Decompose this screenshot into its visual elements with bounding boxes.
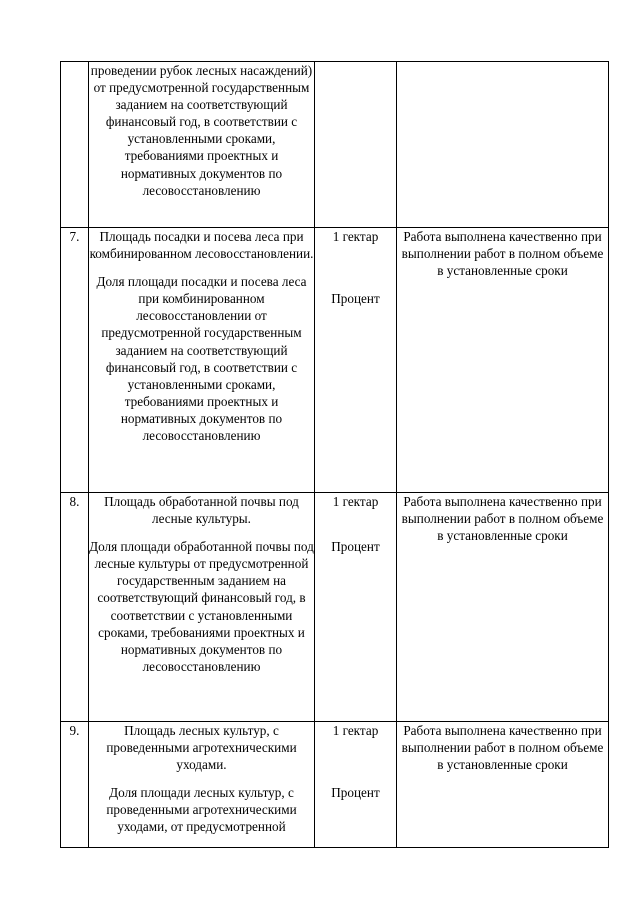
row-unit	[315, 228, 397, 493]
row-result: Работа выполнена качественно при выполнении работ в полном объеме в установленные сроки	[397, 493, 609, 722]
row-description	[89, 493, 315, 722]
indicator-share-text: Доля площади обработанной почвы под лесные культуры от предусмотренной государственным заданием на соответствующий финансовый год, в соответствии с установленными сроками, требованиями проектных и нормативных документов по лесовосстановлению	[89, 539, 314, 674]
row-description	[89, 722, 315, 848]
row-result: Работа выполнена качественно при выполнении работ в полном объеме в установленные сроки	[397, 228, 609, 493]
work-quality-table	[60, 61, 609, 848]
row-number: 8.	[61, 493, 89, 722]
row-number: 9.	[61, 722, 89, 848]
row-result	[397, 62, 609, 228]
indicator-area-text: Площадь обработанной почвы под лесные культуры.	[104, 494, 299, 527]
unit-hectare: 1 гектар	[332, 494, 379, 509]
unit-hectare: 1 гектар	[332, 229, 379, 244]
table-row	[61, 62, 609, 228]
unit-percent: Процент	[331, 291, 380, 307]
indicator-area-text: Площадь посадки и посева леса при комбинированном лесовосстановлении.	[89, 229, 314, 262]
row-description	[89, 62, 315, 228]
unit-hectare: 1 гектар	[332, 723, 379, 738]
row-unit	[315, 493, 397, 722]
row-number	[61, 62, 89, 228]
unit-percent: Процент	[331, 785, 380, 801]
row-unit	[315, 62, 397, 228]
row-result: Работа выполнена качественно при выполнении работ в полном объеме в установленные сроки	[397, 722, 609, 848]
indicator-area-text: Площадь лесных культур, с проведенными агротехническими уходами.	[106, 723, 297, 773]
table-row	[61, 228, 609, 493]
table-row	[61, 722, 609, 848]
indicator-share-text: Доля площади посадки и посева леса при комбинированном лесовосстановлении от предусмотренной государственным заданием на соответствующий финансовый год, в соответствии с установленными сроками, требованиями проектных и нормативных документов по лесовосстановлению	[96, 274, 307, 444]
unit-percent: Процент	[331, 539, 380, 555]
description-text: проведении рубок лесных насаждений) от предусмотренной государственным заданием на соответствующий финансовый год, в соответствии с установленными сроками, требованиями проектных и нормативных документов по лесовосстановлению	[90, 63, 313, 198]
row-number: 7.	[61, 228, 89, 493]
row-description	[89, 228, 315, 493]
row-unit	[315, 722, 397, 848]
indicator-share-text: Доля площади лесных культур, с проведенными агротехническими уходами, от предусмотренной	[106, 785, 297, 835]
table-row	[61, 493, 609, 722]
